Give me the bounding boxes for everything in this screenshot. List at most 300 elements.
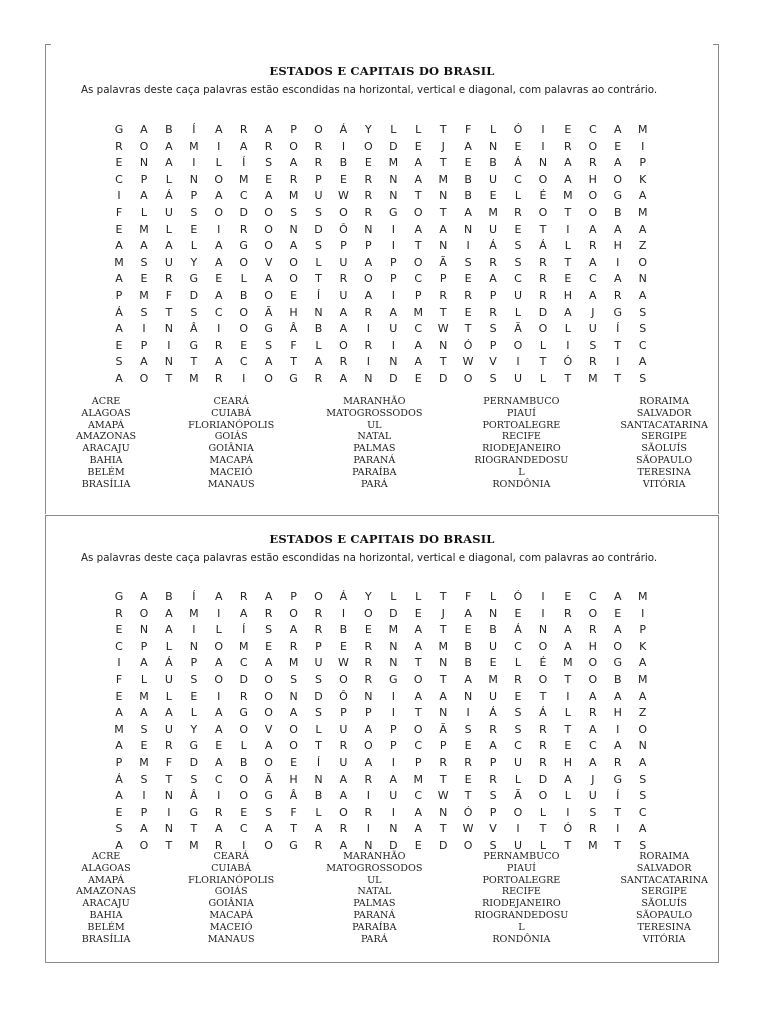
grid-letter: R [588, 156, 597, 170]
grid-letter: A [613, 689, 622, 703]
grid-letter: L [514, 772, 522, 786]
grid-letter: I [641, 606, 645, 620]
grid-letter: R [439, 288, 448, 302]
grid-letter: E [339, 172, 347, 186]
grid-letter: M [288, 656, 299, 670]
grid-letter: R [539, 755, 547, 769]
grid-letter: I [616, 355, 620, 369]
word-list-item: MATOGROSSODOS [326, 407, 423, 419]
grid-letter: O [264, 205, 273, 219]
word-list-item: BRASÍLIA [81, 478, 131, 490]
grid-letter: E [514, 139, 522, 153]
grid-letter: R [364, 205, 373, 219]
grid-letter: F [165, 288, 173, 302]
grid-letter: E [190, 689, 198, 703]
grid-letter: A [564, 639, 572, 653]
grid-letter: R [314, 606, 323, 620]
grid-letter: Á [165, 656, 173, 670]
grid-letter: R [239, 689, 248, 703]
grid-letter: C [239, 189, 248, 203]
grid-letter: A [364, 288, 373, 302]
grid-letter: W [437, 322, 449, 336]
grid-letter: I [341, 139, 346, 153]
grid-letter: O [339, 805, 348, 819]
grid-letter: D [538, 772, 548, 786]
grid-letter: Ó [513, 123, 523, 136]
grid-letter: T [564, 838, 572, 852]
grid-letter: A [464, 606, 472, 620]
grid-letter: N [488, 139, 498, 153]
grid-letter: Á [339, 123, 348, 136]
grid-letter: A [638, 755, 647, 769]
grid-letter: R [364, 772, 373, 786]
grid-letter: E [115, 805, 123, 819]
grid-letter: G [613, 305, 623, 319]
grid-letter: R [588, 239, 597, 253]
grid-letter: U [489, 689, 498, 703]
grid-letter: R [588, 355, 597, 369]
grid-letter: A [638, 689, 647, 703]
grid-letter: D [389, 371, 398, 385]
grid-letter: A [339, 772, 348, 786]
grid-letter: P [340, 239, 347, 253]
grid-letter: P [489, 755, 497, 769]
grid-letter: M [438, 172, 448, 186]
grid-letter: C [414, 739, 423, 753]
grid-letter: E [464, 772, 472, 786]
grid-letter: I [391, 288, 395, 302]
grid-letter: I [192, 156, 196, 170]
grid-letter: T [165, 371, 173, 385]
grid-letter: N [439, 189, 448, 203]
grid-letter: A [638, 656, 647, 670]
grid-letter: Á [115, 772, 123, 786]
grid-row [111, 805, 651, 822]
grid-letter: O [239, 255, 249, 269]
word-list-item: SERGIPE [641, 431, 688, 443]
grid-letter: A [364, 755, 373, 769]
grid-letter: Í [616, 322, 620, 336]
grid-letter: H [563, 755, 573, 769]
grid-letter: I [391, 338, 395, 352]
grid-letter: G [264, 789, 273, 803]
grid-letter: A [165, 606, 173, 620]
word-list-item: PERNAMBUCO [483, 396, 560, 407]
grid-letter: A [589, 288, 597, 302]
grid-row [111, 371, 651, 388]
grid-letter: S [514, 706, 522, 720]
grid-letter: N [538, 623, 548, 637]
grid-letter: C [239, 656, 248, 670]
word-list-item: RIOGRANDEDOSU [474, 454, 569, 466]
grid-letter: Ô [339, 222, 348, 236]
word-list-item: SANTACATARINA [620, 874, 708, 886]
grid-letter: A [589, 722, 597, 736]
grid-letter: Ó [463, 338, 473, 352]
grid-letter: O [239, 789, 249, 803]
word-list-item: PIAUÍ [506, 407, 536, 419]
grid-letter: N [464, 689, 473, 703]
grid-letter: E [614, 606, 622, 620]
grid-letter: O [588, 205, 598, 219]
grid-letter: A [214, 288, 223, 302]
grid-letter: O [538, 672, 548, 686]
grid-letter: G [239, 239, 248, 253]
grid-letter: D [438, 838, 448, 852]
grid-letter: E [240, 338, 248, 352]
grid-letter: S [639, 789, 647, 803]
grid-letter: Ó [513, 590, 523, 603]
grid-letter: T [439, 305, 447, 319]
grid-letter: I [341, 606, 346, 620]
grid-letter: W [337, 189, 349, 203]
grid-letter: B [489, 156, 497, 170]
grid-letter: O [264, 222, 273, 236]
word-list-item: RONDÔNIA [492, 478, 551, 490]
grid-letter: D [189, 755, 199, 769]
grid-letter: M [114, 255, 124, 269]
grid-letter: T [414, 656, 422, 670]
word-list-item: NATAL [357, 886, 392, 898]
grid-letter: R [239, 222, 248, 236]
grid-letter: A [564, 623, 572, 637]
grid-letter: V [489, 822, 497, 836]
grid-letter: A [638, 355, 647, 369]
grid-letter: R [314, 139, 323, 153]
word-list-item: L [518, 921, 525, 933]
grid-letter: L [315, 255, 322, 269]
grid-letter: F [165, 755, 173, 769]
grid-letter: A [214, 123, 223, 136]
grid-letter: M [488, 672, 498, 686]
grid-letter: S [190, 672, 198, 686]
grid-letter: H [588, 172, 597, 186]
grid-letter: L [564, 706, 571, 720]
grid-letter: T [439, 156, 447, 170]
grid-letter: I [566, 338, 570, 352]
grid-letter: Ó [463, 805, 473, 819]
grid-letter: N [389, 172, 398, 186]
grid-letter: S [115, 355, 123, 369]
grid-letter: R [364, 639, 373, 653]
grid-letter: L [165, 639, 172, 653]
grid-letter: G [289, 371, 298, 385]
grid-letter: P [365, 239, 372, 253]
grid-letter: R [314, 838, 323, 852]
word-list-item: ACRE [91, 396, 121, 407]
grid-letter: S [464, 722, 472, 736]
grid-letter: E [290, 288, 298, 302]
grid-letter: U [339, 722, 348, 736]
word-list-item: MANAUS [207, 478, 255, 490]
word-list-column [326, 851, 422, 945]
letter-grid [111, 589, 651, 855]
grid-letter: E [414, 606, 422, 620]
grid-letter: A [414, 689, 423, 703]
grid-letter: C [115, 639, 123, 653]
grid-letter: P [115, 755, 123, 769]
grid-letter: O [289, 739, 298, 753]
grid-letter: U [513, 755, 523, 769]
grid-letter: N [389, 822, 398, 836]
grid-letter: C [414, 322, 423, 336]
word-list-item: AMAPÁ [87, 874, 125, 886]
grid-letter: O [264, 672, 273, 686]
grid-letter: R [364, 656, 373, 670]
grid-letter: R [364, 189, 373, 203]
grid-letter: A [140, 355, 148, 369]
grid-letter: A [214, 189, 223, 203]
grid-letter: O [289, 606, 298, 620]
grid-letter: I [366, 322, 370, 336]
word-list-item: BAHIA [89, 909, 123, 921]
grid-letter: H [588, 639, 597, 653]
grid-letter: B [464, 189, 472, 203]
grid-letter: N [164, 789, 173, 803]
grid-letter: R [439, 755, 448, 769]
grid-letter: T [414, 706, 422, 720]
grid-letter: G [189, 272, 199, 286]
grid-letter: L [514, 305, 522, 319]
grid-letter: O [214, 205, 224, 219]
grid-letter: T [439, 355, 447, 369]
grid-letter: U [339, 255, 348, 269]
grid-letter: R [339, 739, 348, 753]
grid-letter: L [539, 371, 546, 385]
grid-letter: M [637, 123, 648, 136]
grid-letter: A [613, 272, 622, 286]
grid-letter: O [513, 338, 523, 352]
grid-letter: P [489, 805, 497, 819]
grid-letter: O [364, 606, 373, 620]
grid-letter: M [139, 288, 149, 302]
grid-letter: P [190, 656, 198, 670]
grid-letter: G [389, 205, 398, 219]
grid-row [111, 321, 651, 338]
grid-row [111, 639, 651, 656]
grid-letter: N [364, 838, 373, 852]
grid-letter: R [613, 755, 622, 769]
grid-letter: G [114, 590, 124, 603]
grid-letter: N [638, 272, 647, 286]
grid-letter: P [140, 338, 148, 352]
grid-letter: M [588, 371, 598, 385]
grid-letter: M [438, 639, 448, 653]
grid-letter: E [514, 222, 522, 236]
grid-letter: P [389, 722, 397, 736]
grid-letter: R [165, 272, 173, 286]
worksheet-instructions: As palavras deste caça palavras estão escondidas na horizontal, vertical e diagonal, com palavras ao contrário. [81, 552, 658, 564]
grid-letter: R [364, 805, 373, 819]
grid-letter: G [289, 838, 298, 852]
grid-letter: L [390, 590, 397, 603]
grid-letter: O [339, 338, 348, 352]
word-list-column [474, 851, 568, 945]
grid-letter: P [489, 288, 497, 302]
grid-letter: Á [539, 706, 547, 720]
word-list-item: L [518, 466, 525, 478]
word-list-item: SALVADOR [636, 407, 692, 419]
grid-letter: A [264, 355, 273, 369]
grid-letter: O [413, 205, 423, 219]
grid-letter: O [413, 255, 423, 269]
grid-letter: O [264, 755, 273, 769]
grid-letter: C [115, 172, 123, 186]
grid-letter: Â [190, 789, 198, 803]
grid-letter: L [564, 239, 571, 253]
grid-row [111, 188, 651, 205]
grid-letter: A [140, 189, 148, 203]
grid-letter: N [139, 156, 149, 170]
grid-letter: S [140, 305, 148, 319]
grid-letter: S [514, 722, 522, 736]
grid-letter: U [588, 322, 597, 336]
grid-letter: S [639, 371, 647, 385]
word-list-item: PARAÍBA [352, 921, 397, 933]
grid-letter: F [290, 805, 297, 819]
grid-letter: A [264, 189, 273, 203]
grid-letter: E [115, 156, 123, 170]
grid-letter: A [589, 222, 597, 236]
grid-letter: O [289, 722, 298, 736]
grid-letter: E [115, 222, 123, 236]
grid-letter: G [239, 706, 248, 720]
grid-letter: C [588, 590, 597, 603]
grid-letter: D [538, 305, 548, 319]
grid-letter: L [564, 789, 571, 803]
grid-letter: U [513, 288, 523, 302]
grid-letter: R [115, 606, 123, 620]
worksheet-instructions: As palavras deste caça palavras estão escondidas na horizontal, vertical e diagonal, com palavras ao contrário. [81, 84, 658, 96]
grid-letter: I [391, 755, 395, 769]
grid-letter: D [314, 689, 323, 703]
word-list-item: SANTACATARINA [620, 419, 708, 431]
grid-letter: R [588, 623, 597, 637]
grid-letter: Á [514, 623, 522, 637]
grid-letter: S [639, 838, 647, 852]
worksheet-title: ESTADOS E CAPITAIS DO BRASIL [269, 532, 495, 546]
grid-letter: N [189, 639, 198, 653]
word-list-item: CUIABÁ [211, 862, 252, 874]
grid-letter: P [389, 255, 397, 269]
grid-letter: T [439, 123, 447, 136]
grid-row [111, 222, 651, 239]
grid-letter: R [115, 139, 123, 153]
grid-letter: N [439, 805, 448, 819]
grid-letter: A [264, 822, 273, 836]
grid-letter: T [464, 322, 472, 336]
grid-letter: O [289, 272, 298, 286]
grid-letter: U [164, 205, 173, 219]
word-list-item: GOIÁS [214, 886, 248, 898]
grid-letter: P [290, 123, 297, 136]
grid-letter: A [140, 822, 148, 836]
grid-letter: A [414, 639, 423, 653]
grid-letter: O [364, 739, 373, 753]
grid-letter: E [564, 739, 572, 753]
grid-letter: A [214, 255, 223, 269]
grid-letter: I [391, 222, 395, 236]
grid-letter: N [364, 222, 373, 236]
grid-letter: P [489, 338, 497, 352]
grid-letter: O [139, 606, 149, 620]
grid-letter: I [167, 338, 171, 352]
grid-letter: I [616, 722, 620, 736]
grid-letter: C [514, 739, 522, 753]
word-list-item: PALMAS [353, 443, 396, 455]
grid-letter: O [239, 322, 249, 336]
grid-letter: T [614, 338, 622, 352]
grid-letter: A [289, 706, 298, 720]
grid-letter: A [638, 822, 647, 836]
grid-letter: L [315, 722, 322, 736]
grid-letter: N [364, 689, 373, 703]
grid-letter: L [165, 222, 172, 236]
grid-letter: T [464, 789, 472, 803]
word-list-item: FLORIANÓPOLIS [188, 874, 275, 886]
grid-letter: N [289, 222, 298, 236]
word-list-item: RECIFE [501, 886, 541, 898]
grid-letter: I [217, 222, 221, 236]
grid-letter: U [489, 639, 498, 653]
grid-letter: I [391, 239, 395, 253]
grid-letter: H [563, 288, 573, 302]
grid-letter: O [413, 672, 423, 686]
grid-letter: M [588, 838, 598, 852]
word-list-item: RIODEJANEIRO [482, 898, 561, 910]
grid-letter: B [239, 288, 248, 302]
grid-letter: A [464, 672, 472, 686]
grid-letter: G [613, 656, 623, 670]
word-list-item: MATOGROSSODOS [326, 862, 423, 874]
grid-letter: S [514, 239, 522, 253]
grid-letter: I [566, 222, 570, 236]
grid-letter: M [637, 590, 648, 603]
grid-letter: B [314, 789, 323, 803]
word-list-item: NATAL [357, 431, 392, 443]
grid-letter: T [564, 255, 572, 269]
grid-letter: C [239, 355, 248, 369]
grid-letter: A [613, 590, 622, 603]
grid-letter: R [214, 338, 223, 352]
grid-letter: A [165, 239, 173, 253]
grid-letter: B [464, 172, 472, 186]
word-list-item: FLORIANÓPOLIS [188, 419, 275, 431]
grid-letter: A [564, 156, 572, 170]
grid-letter: A [214, 822, 223, 836]
grid-letter: O [264, 838, 273, 852]
grid-letter: O [588, 672, 598, 686]
grid-letter: A [115, 322, 123, 336]
grid-letter: U [164, 255, 173, 269]
grid-letter: L [539, 338, 546, 352]
grid-letter: T [165, 838, 173, 852]
grid-letter: C [514, 272, 522, 286]
grid-letter: B [464, 656, 472, 670]
grid-letter: E [115, 689, 123, 703]
grid-row [111, 672, 651, 689]
grid-letter: L [415, 123, 422, 136]
grid-letter: A [339, 838, 348, 852]
grid-letter: R [339, 822, 348, 836]
grid-letter: B [613, 205, 622, 219]
grid-letter: A [214, 590, 223, 603]
grid-letter: A [264, 123, 273, 136]
grid-letter: W [337, 656, 349, 670]
grid-letter: A [414, 805, 423, 819]
grid-letter: T [315, 272, 322, 286]
grid-letter: A [389, 305, 398, 319]
